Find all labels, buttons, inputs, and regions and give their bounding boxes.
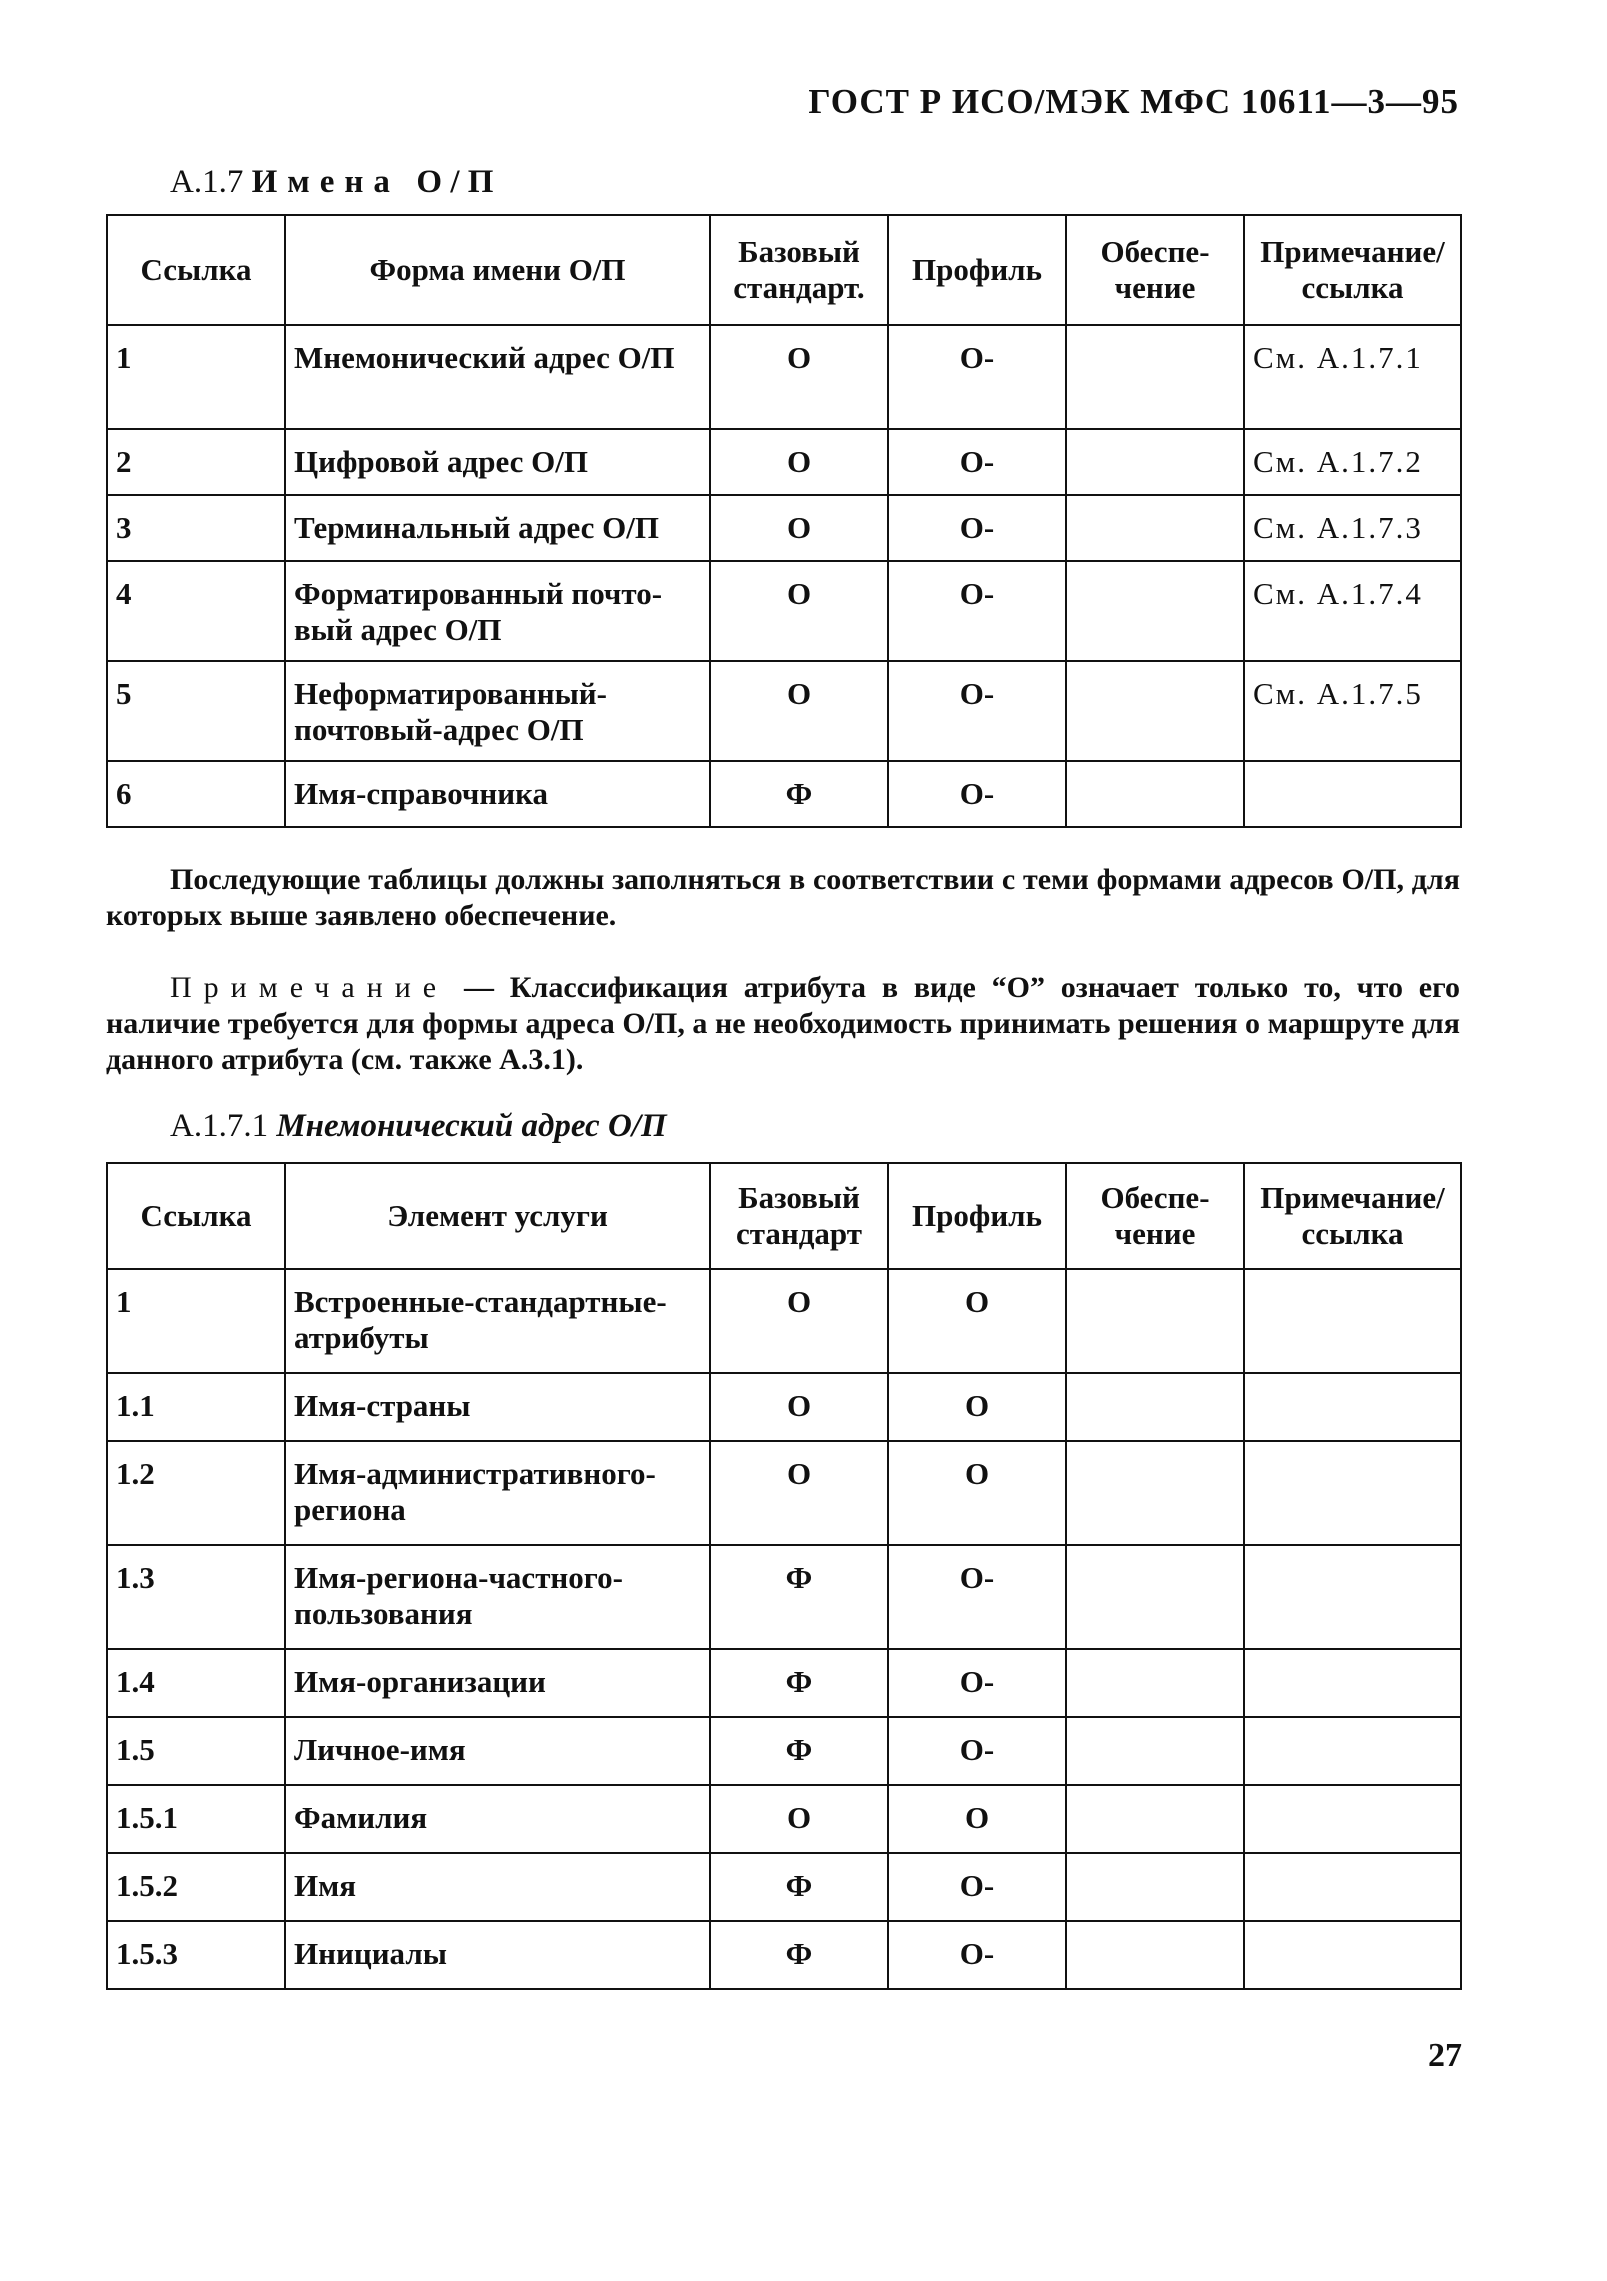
- column-header-base: Базовый стандарт.: [710, 215, 888, 325]
- cell-support: [1066, 1921, 1244, 1989]
- note-label: Примечание: [170, 971, 449, 1004]
- cell-name: Имя-организации: [285, 1649, 710, 1717]
- cell-ref: 1.1: [107, 1373, 285, 1441]
- section-title-suffix: О / П: [416, 164, 494, 200]
- table-row: [107, 561, 1461, 661]
- document-header: ГОСТ Р ИСО/МЭК МФС 10611—3—95: [808, 82, 1459, 121]
- cell-base-standard: Ф: [710, 1545, 888, 1649]
- section-title-text: Имена: [251, 164, 400, 200]
- cell-name: Мнемонический адрес О/П: [285, 325, 710, 429]
- cell-note: См. A.1.7.1: [1244, 325, 1461, 429]
- column-header-name: Форма имени О/П: [285, 215, 710, 325]
- table-row: [107, 429, 1461, 495]
- table-row: [107, 1649, 1461, 1717]
- paragraph-followup: Последующие таблицы должны заполняться в соответствии с теми формами адресов О/П, для которых выше заявлено обеспечение.: [106, 863, 1460, 932]
- cell-profile: О-: [888, 1545, 1066, 1649]
- table-header-row: [107, 215, 1461, 325]
- cell-profile: О-: [888, 1649, 1066, 1717]
- cell-note: [1244, 1717, 1461, 1785]
- note-paragraph: [106, 970, 1460, 1078]
- cell-support: [1066, 325, 1244, 429]
- cell-base-standard: О: [710, 495, 888, 561]
- cell-support: [1066, 1373, 1244, 1441]
- cell-profile: О-: [888, 661, 1066, 761]
- cell-note: См. A.1.7.3: [1244, 495, 1461, 561]
- column-header-note: Примечание/ ссылка: [1244, 1163, 1461, 1269]
- section-number: A.1.7.1: [170, 1108, 269, 1144]
- section-title-a-1-7-1: [170, 1108, 667, 1145]
- cell-note: [1244, 1373, 1461, 1441]
- cell-note: [1244, 1441, 1461, 1545]
- column-header-profile: Профиль: [888, 215, 1066, 325]
- cell-note: [1244, 1853, 1461, 1921]
- cell-note: [1244, 761, 1461, 827]
- table-row: [107, 1717, 1461, 1785]
- cell-note: [1244, 1545, 1461, 1649]
- cell-ref: 1.5.2: [107, 1853, 285, 1921]
- cell-note: [1244, 1785, 1461, 1853]
- section-number: A.1.7: [170, 164, 244, 200]
- cell-profile: О: [888, 1373, 1066, 1441]
- column-header-ref: Ссылка: [107, 215, 285, 325]
- cell-base-standard: О: [710, 1373, 888, 1441]
- cell-name: Имя-страны: [285, 1373, 710, 1441]
- cell-name: Терминальный адрес О/П: [285, 495, 710, 561]
- cell-name: Цифровой адрес О/П: [285, 429, 710, 495]
- cell-ref: 1.2: [107, 1441, 285, 1545]
- section-title-text: Мнемонический адрес О/П: [276, 1108, 667, 1144]
- cell-ref: 1.4: [107, 1649, 285, 1717]
- section-title-a-1-7: [170, 164, 493, 201]
- cell-support: [1066, 561, 1244, 661]
- cell-name: Фамилия: [285, 1785, 710, 1853]
- column-header-support: Обеспе-чение: [1066, 215, 1244, 325]
- table-row: [107, 1853, 1461, 1921]
- cell-support: [1066, 1853, 1244, 1921]
- cell-support: [1066, 495, 1244, 561]
- cell-support: [1066, 1785, 1244, 1853]
- cell-name: Имя-справочника: [285, 761, 710, 827]
- column-header-element: Элемент услуги: [285, 1163, 710, 1269]
- table-row: [107, 1441, 1461, 1545]
- table-row: [107, 1545, 1461, 1649]
- cell-ref: 4: [107, 561, 285, 661]
- cell-support: [1066, 661, 1244, 761]
- cell-ref: 1.5: [107, 1717, 285, 1785]
- cell-note: [1244, 1649, 1461, 1717]
- cell-support: [1066, 1717, 1244, 1785]
- cell-ref: 1.3: [107, 1545, 285, 1649]
- table-header-row: [107, 1163, 1461, 1269]
- column-header-ref: Ссылка: [107, 1163, 285, 1269]
- cell-profile: О-: [888, 495, 1066, 561]
- cell-profile: О-: [888, 429, 1066, 495]
- table-row: [107, 1269, 1461, 1373]
- cell-support: [1066, 1269, 1244, 1373]
- cell-profile: О: [888, 1441, 1066, 1545]
- cell-name: Инициалы: [285, 1921, 710, 1989]
- cell-profile: О-: [888, 561, 1066, 661]
- cell-profile: О-: [888, 1921, 1066, 1989]
- cell-base-standard: Ф: [710, 1649, 888, 1717]
- column-header-profile: Профиль: [888, 1163, 1066, 1269]
- cell-base-standard: О: [710, 1269, 888, 1373]
- cell-note: См. A.1.7.5: [1244, 661, 1461, 761]
- cell-ref: 1: [107, 1269, 285, 1373]
- cell-base-standard: О: [710, 1785, 888, 1853]
- table-row: [107, 325, 1461, 429]
- cell-profile: О-: [888, 325, 1066, 429]
- cell-profile: О: [888, 1269, 1066, 1373]
- cell-ref: 1.5.1: [107, 1785, 285, 1853]
- table-row: [107, 661, 1461, 761]
- cell-ref: 6: [107, 761, 285, 827]
- cell-base-standard: О: [710, 661, 888, 761]
- cell-note: См. A.1.7.2: [1244, 429, 1461, 495]
- column-header-support: Обеспе-чение: [1066, 1163, 1244, 1269]
- cell-profile: О-: [888, 1717, 1066, 1785]
- cell-support: [1066, 761, 1244, 827]
- note-text: — Классификация атрибута в виде “О” означает только то, что его наличие требуется для формы адреса О/П, а не необходимость принимать решения о маршруте для данного атрибута (см. также А.3.1).: [106, 971, 1460, 1076]
- table-row: [107, 761, 1461, 827]
- cell-base-standard: Ф: [710, 761, 888, 827]
- cell-base-standard: Ф: [710, 1717, 888, 1785]
- cell-name: Личное-имя: [285, 1717, 710, 1785]
- cell-base-standard: Ф: [710, 1921, 888, 1989]
- table-row: [107, 1785, 1461, 1853]
- cell-ref: 2: [107, 429, 285, 495]
- cell-ref: 1.5.3: [107, 1921, 285, 1989]
- cell-support: [1066, 1545, 1244, 1649]
- address-forms-table: [106, 214, 1462, 828]
- cell-support: [1066, 1649, 1244, 1717]
- cell-note: [1244, 1921, 1461, 1989]
- cell-base-standard: О: [710, 1441, 888, 1545]
- cell-name: Имя-региона-частного-пользования: [285, 1545, 710, 1649]
- table-row: [107, 1373, 1461, 1441]
- cell-base-standard: О: [710, 561, 888, 661]
- cell-base-standard: О: [710, 429, 888, 495]
- cell-note: [1244, 1269, 1461, 1373]
- cell-support: [1066, 1441, 1244, 1545]
- table-row: [107, 1921, 1461, 1989]
- column-header-base: Базовый стандарт: [710, 1163, 888, 1269]
- page-number: 27: [1428, 2037, 1462, 2074]
- cell-name: Имя-административного-региона: [285, 1441, 710, 1545]
- cell-name: Неформатированный-почтовый-адрес О/П: [285, 661, 710, 761]
- mnemonic-address-table: [106, 1162, 1462, 1990]
- cell-profile: О-: [888, 1853, 1066, 1921]
- cell-name: Форматированный почто-вый адрес О/П: [285, 561, 710, 661]
- cell-ref: 3: [107, 495, 285, 561]
- cell-base-standard: О: [710, 325, 888, 429]
- cell-name: Имя: [285, 1853, 710, 1921]
- cell-profile: О: [888, 1785, 1066, 1853]
- cell-base-standard: Ф: [710, 1853, 888, 1921]
- cell-support: [1066, 429, 1244, 495]
- cell-ref: 5: [107, 661, 285, 761]
- cell-name: Встроенные-стандартные-атрибуты: [285, 1269, 710, 1373]
- cell-profile: О-: [888, 761, 1066, 827]
- table-row: [107, 495, 1461, 561]
- cell-note: См. A.1.7.4: [1244, 561, 1461, 661]
- cell-ref: 1: [107, 325, 285, 429]
- column-header-note: Примечание/ ссылка: [1244, 215, 1461, 325]
